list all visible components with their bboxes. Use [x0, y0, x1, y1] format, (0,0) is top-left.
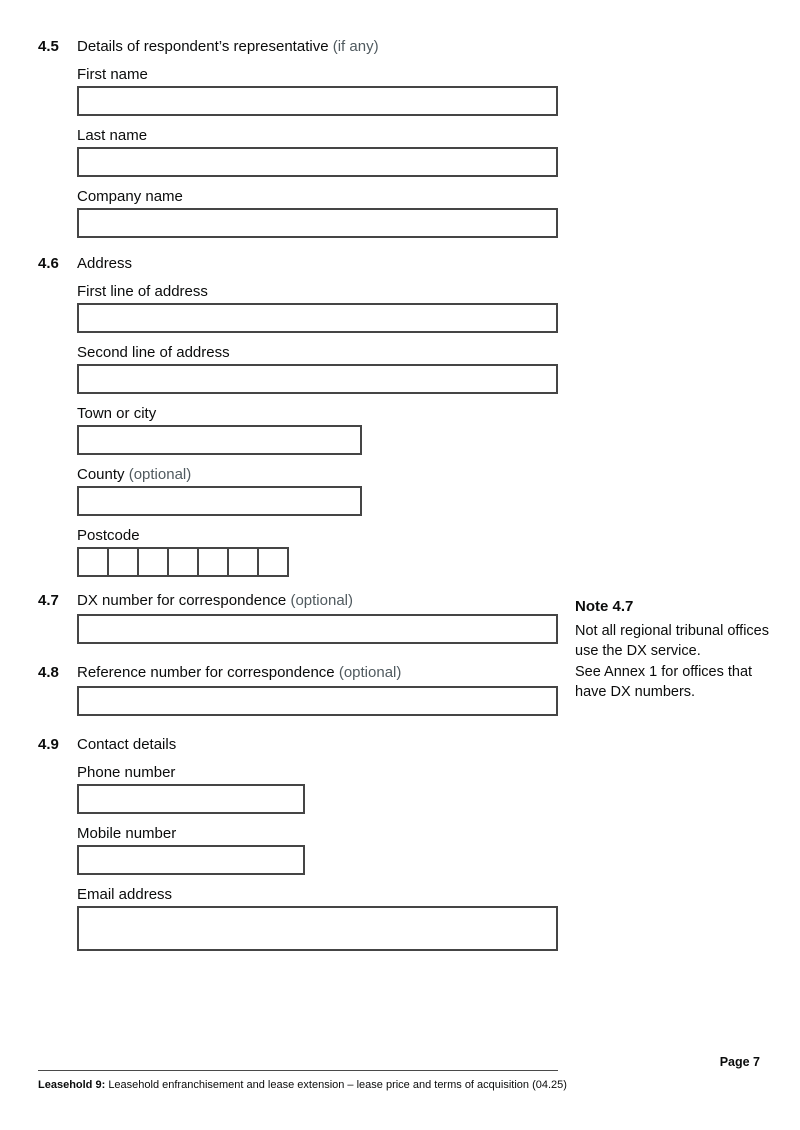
field-label: Last name — [77, 127, 148, 144]
footer-form-description: Leasehold enfranchisement and lease extension – lease price and terms of acquisition (04.25) — [108, 1079, 567, 1091]
reference-number-input[interactable] — [77, 686, 558, 716]
section-title: Reference number for correspondence — [77, 664, 335, 681]
field-label: First name — [77, 66, 148, 83]
address-line-2-field — [77, 343, 558, 394]
field-label: Town or city — [77, 405, 157, 422]
field-label: Postcode — [77, 527, 140, 544]
phone-field — [77, 763, 558, 814]
address-line-1-field — [77, 282, 558, 333]
section-4-8 — [38, 663, 558, 726]
postcode-cell[interactable] — [137, 547, 169, 577]
section-heading — [77, 37, 558, 56]
section-4-6 — [38, 254, 558, 587]
field-label: Email address — [77, 886, 173, 903]
field-label: County (optional) — [77, 466, 192, 483]
mobile-field — [77, 824, 558, 875]
mobile-input[interactable] — [77, 845, 305, 875]
section-heading — [77, 591, 558, 610]
first-name-input[interactable] — [77, 86, 558, 116]
section-title: Contact details — [77, 736, 177, 753]
footer-form-id: Leasehold 9: — [38, 1079, 106, 1091]
town-input[interactable] — [77, 425, 362, 455]
section-4-9 — [38, 735, 558, 961]
section-heading — [77, 663, 558, 682]
postcode-field — [77, 526, 558, 577]
field-label: Mobile number — [77, 825, 177, 842]
county-input[interactable] — [77, 486, 362, 516]
section-title: Address — [77, 255, 133, 272]
town-field — [77, 404, 558, 455]
company-name-input[interactable] — [77, 208, 558, 238]
section-title-suffix: (optional) — [338, 664, 402, 681]
section-number: 4.8 — [38, 664, 59, 681]
section-title: DX number for correspondence — [77, 592, 287, 609]
footer-divider — [38, 1070, 558, 1071]
postcode-cell[interactable] — [257, 547, 289, 577]
footer-form-reference — [38, 1078, 567, 1092]
field-label: Second line of address — [77, 344, 230, 361]
first-name-field — [77, 65, 558, 116]
section-number: 4.9 — [38, 736, 59, 753]
section-4-7 — [38, 591, 558, 654]
section-title-suffix: (if any) — [332, 38, 379, 55]
note-title: Note 4.7 — [575, 598, 634, 615]
address-line-2-input[interactable] — [77, 364, 558, 394]
postcode-cell[interactable] — [77, 547, 109, 577]
section-heading — [77, 735, 558, 754]
note-paragraph: See Annex 1 for offices that have DX numbers. — [575, 664, 753, 700]
section-title: Details of respondent’s representative — [77, 38, 329, 55]
company-name-field — [77, 187, 558, 238]
field-label: Company name — [77, 188, 183, 205]
postcode-cell[interactable] — [227, 547, 259, 577]
postcode-cell[interactable] — [167, 547, 199, 577]
section-heading — [77, 254, 558, 273]
email-field — [77, 885, 558, 951]
section-number: 4.5 — [38, 38, 59, 55]
section-title-suffix: (optional) — [290, 592, 353, 609]
postcode-input — [77, 547, 558, 577]
field-label: Phone number — [77, 764, 176, 781]
section-number: 4.6 — [38, 255, 59, 272]
postcode-cell[interactable] — [107, 547, 139, 577]
note-4-7 — [575, 597, 775, 704]
county-field — [77, 465, 558, 516]
note-paragraph: Not all regional tribunal offices use the DX service. — [575, 623, 769, 659]
postcode-cell[interactable] — [197, 547, 229, 577]
phone-input[interactable] — [77, 784, 305, 814]
last-name-field — [77, 126, 558, 177]
email-input[interactable] — [77, 906, 558, 951]
page-number: Page 7 — [719, 1055, 760, 1069]
field-label: First line of address — [77, 283, 208, 300]
section-4-5 — [38, 37, 558, 248]
field-label-suffix: (optional) — [128, 466, 192, 483]
last-name-input[interactable] — [77, 147, 558, 177]
section-number: 4.7 — [38, 592, 59, 609]
dx-number-input[interactable] — [77, 614, 558, 644]
address-line-1-input[interactable] — [77, 303, 558, 333]
